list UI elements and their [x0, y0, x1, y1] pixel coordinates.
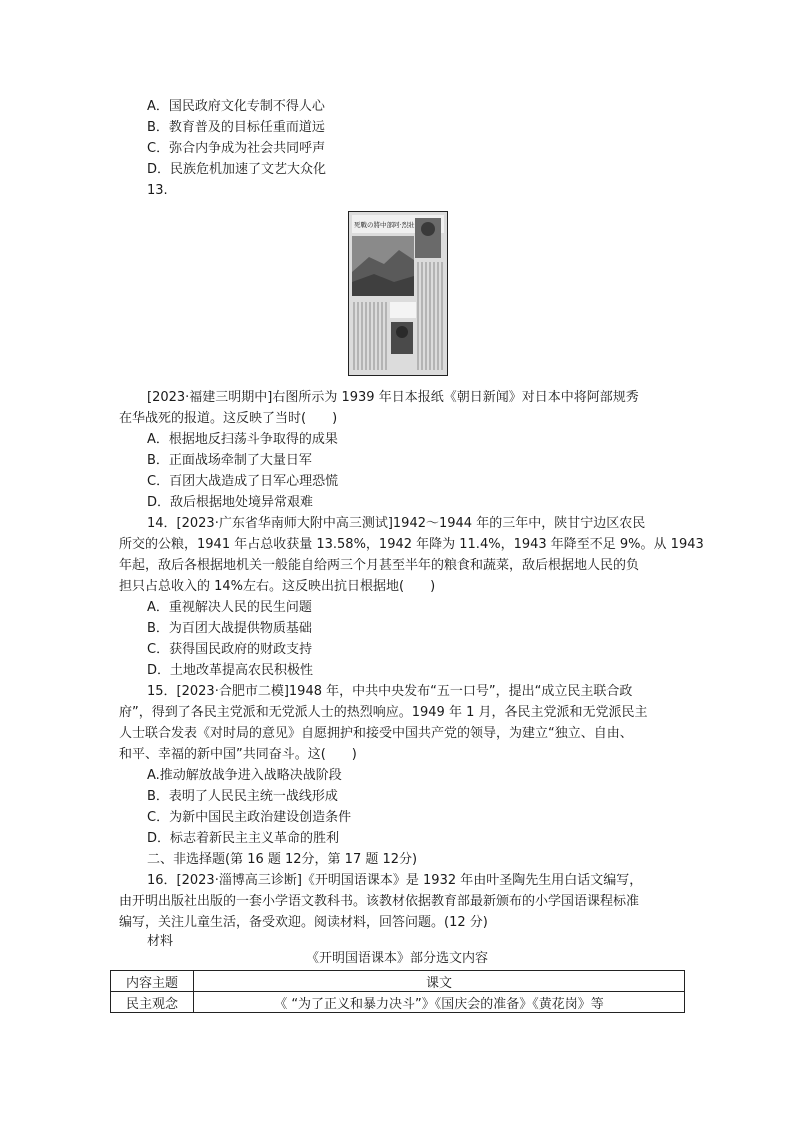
q15-stem-line-2: 府”，得到了各民主党派和无党派人士的热烈响应。1949 年 1 月，各民主党派和无党派民主	[119, 705, 648, 720]
q16-stem-line-3: 编写，关注儿童生活，备受欢迎。阅读材料，回答问题。(12 分)	[119, 915, 488, 930]
q16-stem-line-1: 16．[2023·淄博高三诊断]《开明国语课本》是 1932 年由叶圣陶先生用白话文编写，	[147, 873, 643, 888]
table-header-row	[111, 971, 685, 992]
q14-option-c: C．获得国民政府的财政支持	[147, 642, 313, 657]
q14-option-a: A．重视解决人民的民生问题	[147, 600, 312, 615]
q14-stem-line-3: 年起，敌后各根据地机关一般能自给两三个月甚至半年的粮食和蔬菜，敌后根据地人民的负	[119, 558, 640, 573]
q15-stem-line-1: 15．[2023·合肥市二模]1948 年，中共中央发布“五一口号”，提出“成立民主联合政	[147, 684, 633, 699]
q14-option-b: B．为百团大战提供物质基础	[147, 621, 312, 636]
q12-option-c: C．弥合内争成为社会共同呼声	[147, 141, 326, 156]
q13-option-a: A．根据地反扫荡斗争取得的成果	[147, 432, 338, 447]
newspaper-clipping-image	[348, 211, 448, 376]
q14-stem-line-4: 担只占总收入的 14%左右。这反映出抗日根据地( )	[119, 579, 436, 594]
q15-option-a: A.推动解放战争进入战略决战阶段	[147, 768, 342, 783]
table-title: 《开明国语课本》部分选文内容	[305, 951, 488, 966]
q15-stem-line-3: 人士联合发表《对时局的意见》自愿拥护和接受中国共产党的领导，为建立“独立、自由、	[119, 726, 633, 741]
q15-stem-line-4: 和平、幸福的新中国”共同奋斗。这( )	[119, 747, 357, 762]
q13-number: 13.	[147, 183, 168, 198]
table-cell-topic: 民主观念	[111, 992, 194, 1013]
q14-stem-line-1: 14．[2023·广东省华南师大附中高三测试]1942～1944 年的三年中，陕甘宁边区农民	[147, 516, 646, 531]
material-table	[110, 970, 685, 1013]
q13-option-b: B．正面战场牵制了大量日军	[147, 453, 312, 468]
q14-stem-line-2: 所交的公粮，1941 年占总收获量 13.58%，1942 年降为 11.4%，1943 年降至不足 9%。从 1943	[119, 537, 704, 552]
q13-option-c: C．百团大战造成了日军心理恐慌	[147, 474, 339, 489]
q16-stem-line-2: 由开明出版社出版的一套小学语文教科书。该教材依据教育部最新颁布的小学国语课程标准	[119, 894, 640, 909]
material-label: 材料	[147, 934, 174, 949]
q12-option-d: D．民族危机加速了文艺大众化	[147, 162, 327, 177]
q12-option-a: A．国民政府文化专制不得人心	[147, 99, 325, 114]
q15-option-b: B．表明了人民民主统一战线形成	[147, 789, 338, 804]
q15-option-d: D．标志着新民主主义革命的胜利	[147, 831, 340, 846]
table-cell-texts: 《 “为了正义和暴力决斗”》《国庆会的准备》《黄花岗》等	[194, 992, 685, 1013]
section-heading: 二、非选择题(第 16 题 12分，第 17 题 12分)	[147, 852, 418, 867]
table-row	[111, 992, 685, 1013]
q13-stem-line-2: 在华战死的报道。这反映了当时( )	[119, 411, 338, 426]
q15-option-c: C．为新中国民主政治建设创造条件	[147, 810, 352, 825]
q14-option-d: D．土地改革提高农民积极性	[147, 663, 314, 678]
q12-option-b: B．教育普及的目标任重而道远	[147, 120, 325, 135]
q13-stem-line-1: [2023·福建三明期中]右图所示为 1939 年日本报纸《朝日新闻》对日本中将阿部规秀	[147, 390, 639, 405]
table-header-text: 课文	[194, 971, 685, 992]
q13-option-d: D．敌后根据地处境异常艰难	[147, 495, 314, 510]
newspaper-header: 死戰の將中部阿·烈壯	[354, 221, 415, 229]
table-header-topic: 内容主题	[111, 971, 194, 992]
